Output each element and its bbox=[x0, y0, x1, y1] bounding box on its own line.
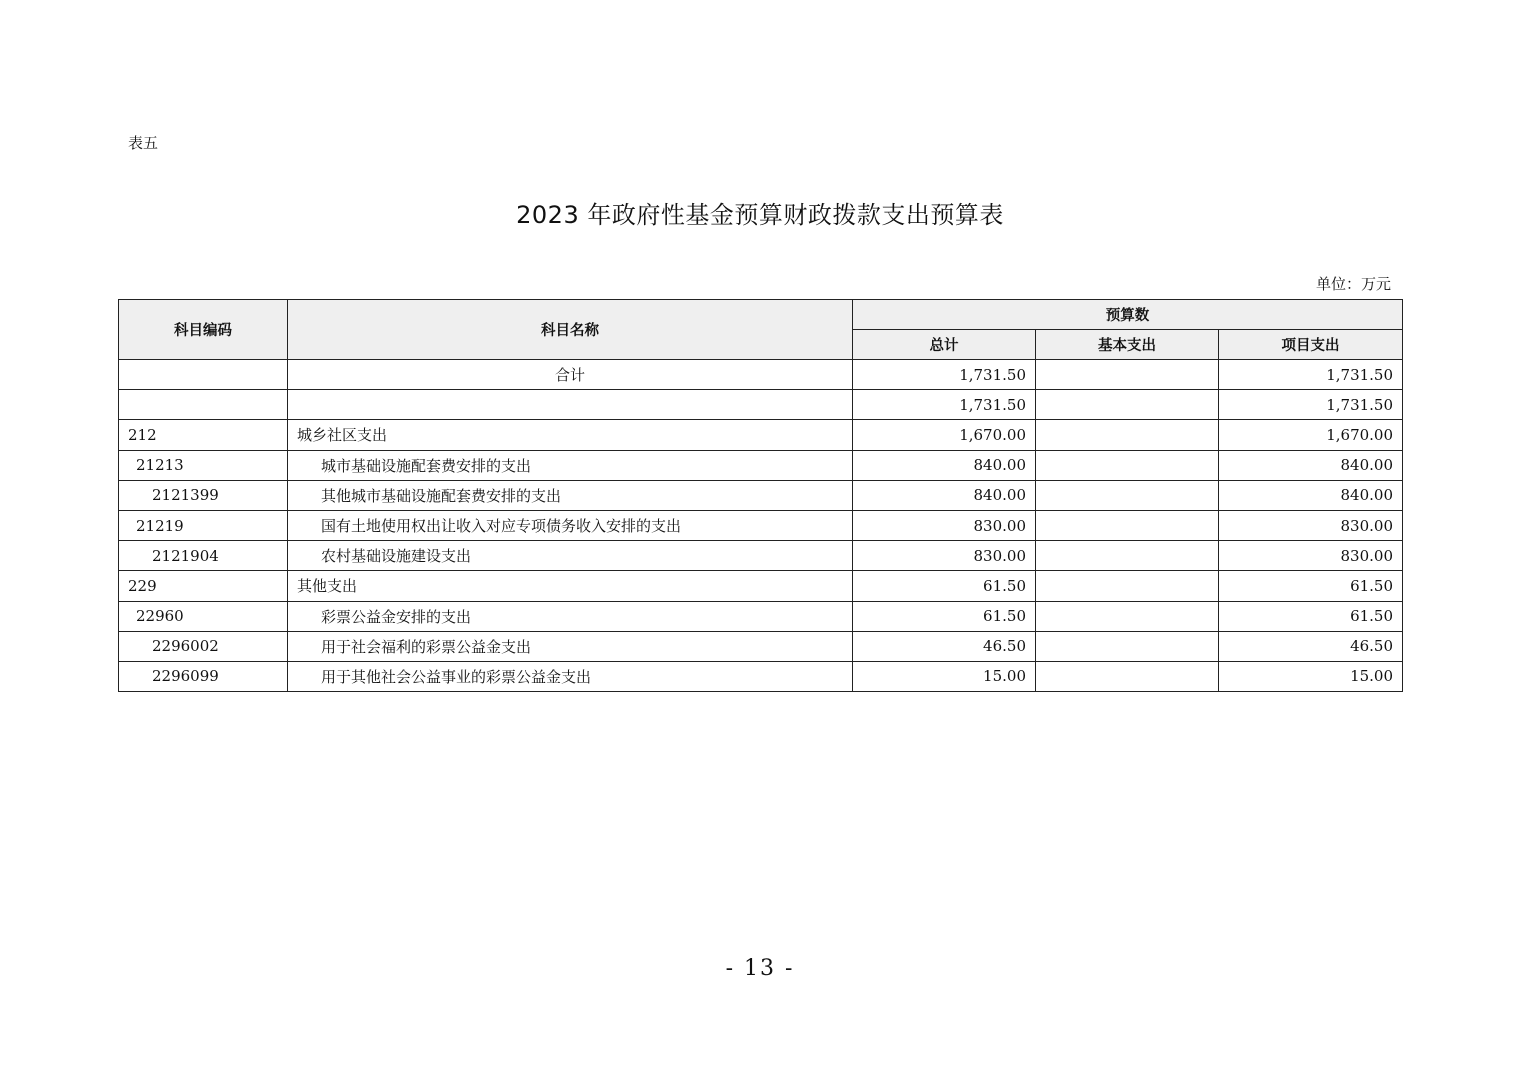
page-title: 2023 年政府性基金预算财政拨款支出预算表 bbox=[516, 201, 1004, 230]
page-number: - 13 - bbox=[725, 956, 795, 981]
row-total: 61.50 bbox=[853, 571, 1036, 601]
row-basic bbox=[1036, 571, 1219, 601]
row-project: 1,731.50 bbox=[1219, 360, 1403, 390]
row-code: 2121399 bbox=[119, 480, 288, 510]
row-total: 840.00 bbox=[853, 450, 1036, 480]
row-code: 2296002 bbox=[119, 631, 288, 661]
row-total: 1,670.00 bbox=[853, 420, 1036, 450]
row-total: 15.00 bbox=[853, 661, 1036, 691]
row-code bbox=[119, 390, 288, 420]
row-project: 46.50 bbox=[1219, 631, 1403, 661]
row-code: 21219 bbox=[119, 510, 288, 540]
row-total: 830.00 bbox=[853, 510, 1036, 540]
row-name: 其他支出 bbox=[288, 571, 853, 601]
table-row bbox=[119, 450, 1403, 480]
row-name: 用于其他社会公益事业的彩票公益金支出 bbox=[288, 661, 853, 691]
table-row bbox=[119, 480, 1403, 510]
row-total: 830.00 bbox=[853, 541, 1036, 571]
row-code: 212 bbox=[119, 420, 288, 450]
row-code: 2121904 bbox=[119, 541, 288, 571]
row-basic bbox=[1036, 480, 1219, 510]
row-total: 1,731.50 bbox=[853, 390, 1036, 420]
row-basic bbox=[1036, 601, 1219, 631]
row-code: 21213 bbox=[119, 450, 288, 480]
row-basic bbox=[1036, 541, 1219, 571]
budget-table bbox=[118, 299, 1403, 692]
row-project: 840.00 bbox=[1219, 480, 1403, 510]
row-total: 61.50 bbox=[853, 601, 1036, 631]
row-basic bbox=[1036, 450, 1219, 480]
row-total: 1,731.50 bbox=[853, 360, 1036, 390]
table-row bbox=[119, 420, 1403, 450]
row-name: 其他城市基础设施配套费安排的支出 bbox=[288, 480, 853, 510]
row-project: 1,670.00 bbox=[1219, 420, 1403, 450]
row-basic bbox=[1036, 420, 1219, 450]
unit-label: 单位：万元 bbox=[1315, 275, 1391, 293]
row-name: 彩票公益金安排的支出 bbox=[288, 601, 853, 631]
header-code: 科目编码 bbox=[119, 300, 288, 360]
row-name: 用于社会福利的彩票公益金支出 bbox=[288, 631, 853, 661]
row-basic bbox=[1036, 510, 1219, 540]
table-row bbox=[119, 571, 1403, 601]
header-total: 总计 bbox=[853, 330, 1036, 360]
row-project: 61.50 bbox=[1219, 601, 1403, 631]
header-name: 科目名称 bbox=[288, 300, 853, 360]
table-row bbox=[119, 360, 1403, 390]
table-row bbox=[119, 601, 1403, 631]
header-basic: 基本支出 bbox=[1036, 330, 1219, 360]
row-name: 城市基础设施配套费安排的支出 bbox=[288, 450, 853, 480]
row-total: 46.50 bbox=[853, 631, 1036, 661]
row-code: 2296099 bbox=[119, 661, 288, 691]
row-code bbox=[119, 360, 288, 390]
table-row bbox=[119, 541, 1403, 571]
row-basic bbox=[1036, 631, 1219, 661]
row-basic bbox=[1036, 661, 1219, 691]
row-basic bbox=[1036, 360, 1219, 390]
header-project: 项目支出 bbox=[1219, 330, 1403, 360]
row-project: 830.00 bbox=[1219, 541, 1403, 571]
row-code: 229 bbox=[119, 571, 288, 601]
table-row bbox=[119, 390, 1403, 420]
row-name: 国有土地使用权出让收入对应专项债务收入安排的支出 bbox=[288, 510, 853, 540]
row-project: 1,731.50 bbox=[1219, 390, 1403, 420]
row-name: 合计 bbox=[288, 360, 853, 390]
row-project: 61.50 bbox=[1219, 571, 1403, 601]
row-basic bbox=[1036, 390, 1219, 420]
table-row bbox=[119, 631, 1403, 661]
table-label: 表五 bbox=[128, 134, 159, 152]
row-project: 830.00 bbox=[1219, 510, 1403, 540]
row-project: 15.00 bbox=[1219, 661, 1403, 691]
row-name: 城乡社区支出 bbox=[288, 420, 853, 450]
row-project: 840.00 bbox=[1219, 450, 1403, 480]
row-name bbox=[288, 390, 853, 420]
row-total: 840.00 bbox=[853, 480, 1036, 510]
header-budget-group: 预算数 bbox=[853, 300, 1403, 330]
row-code: 22960 bbox=[119, 601, 288, 631]
table-row bbox=[119, 510, 1403, 540]
row-name: 农村基础设施建设支出 bbox=[288, 541, 853, 571]
table-row bbox=[119, 661, 1403, 691]
